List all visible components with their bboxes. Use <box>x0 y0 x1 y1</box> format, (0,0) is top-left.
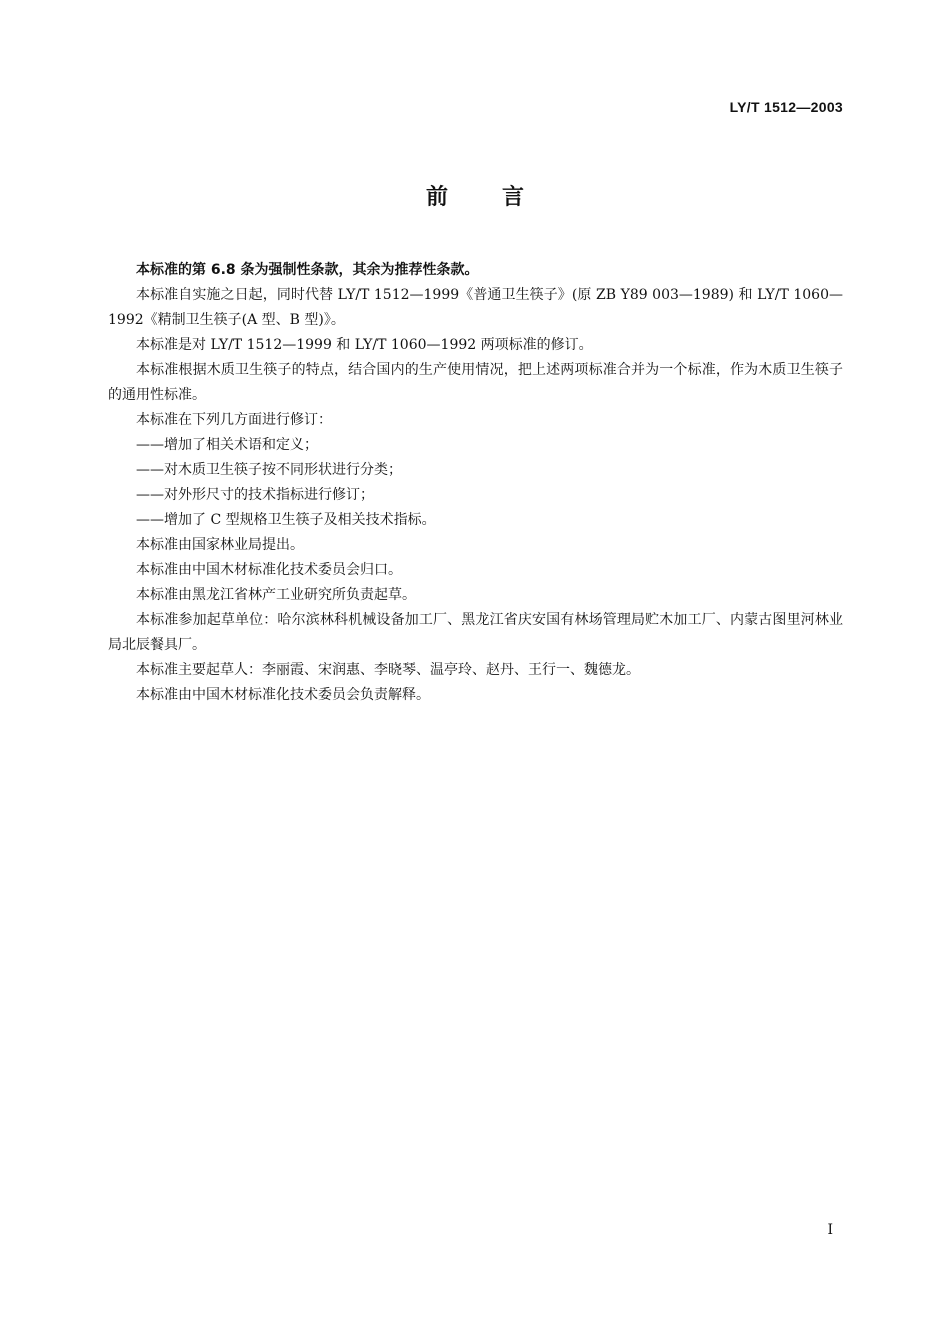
revision-list <box>108 433 843 533</box>
list-item: ——增加了相关术语和定义； <box>136 437 318 453</box>
replacement-paragraph: 本标准自实施之日起，同时代替 LY/T 1512—1999《普通卫生筷子》(原 ZB Y89 003—1989) 和 LY/T 1060—1992《精制卫生筷子(A 型、B 型)》。 <box>108 287 843 328</box>
drafter-paragraph: 本标准由黑龙江省林产工业研究所负责起草。 <box>136 587 416 603</box>
interpretation-paragraph: 本标准由中国木材标准化技术委员会负责解释。 <box>136 687 430 703</box>
mandatory-clause-paragraph: 本标准的第 6.8 条为强制性条款，其余为推荐性条款。 <box>136 262 479 278</box>
centralized-paragraph: 本标准由中国木材标准化技术委员会归口。 <box>136 562 402 578</box>
foreword-body <box>108 258 843 708</box>
proposer-paragraph: 本标准由国家林业局提出。 <box>136 537 304 553</box>
list-item: ——对外形尺寸的技术指标进行修订； <box>136 487 374 503</box>
main-drafters-paragraph: 本标准主要起草人：李丽霞、宋润惠、李晓琴、温亭玲、赵丹、王行一、魏德龙。 <box>136 662 640 678</box>
merge-paragraph: 本标准根据木质卫生筷子的特点，结合国内的生产使用情况，把上述两项标准合并为一个标准，作为木质卫生筷子的通用性标准。 <box>108 362 843 403</box>
standard-number: LY/T 1512—2003 <box>729 99 843 115</box>
revision-intro-paragraph: 本标准在下列几方面进行修订： <box>136 412 332 428</box>
list-item: ——对木质卫生筷子按不同形状进行分类； <box>136 462 402 478</box>
page-title: 前言 <box>425 185 578 210</box>
participating-units-paragraph: 本标准参加起草单位：哈尔滨林科机械设备加工厂、黑龙江省庆安国有林场管理局贮木加工厂、内蒙古图里河林业局北辰餐具厂。 <box>108 612 843 653</box>
page-number: I <box>827 1222 833 1238</box>
revision-paragraph: 本标准是对 LY/T 1512—1999 和 LY/T 1060—1992 两项标准的修订。 <box>136 337 593 353</box>
list-item: ——增加了 C 型规格卫生筷子及相关技术指标。 <box>136 512 436 528</box>
